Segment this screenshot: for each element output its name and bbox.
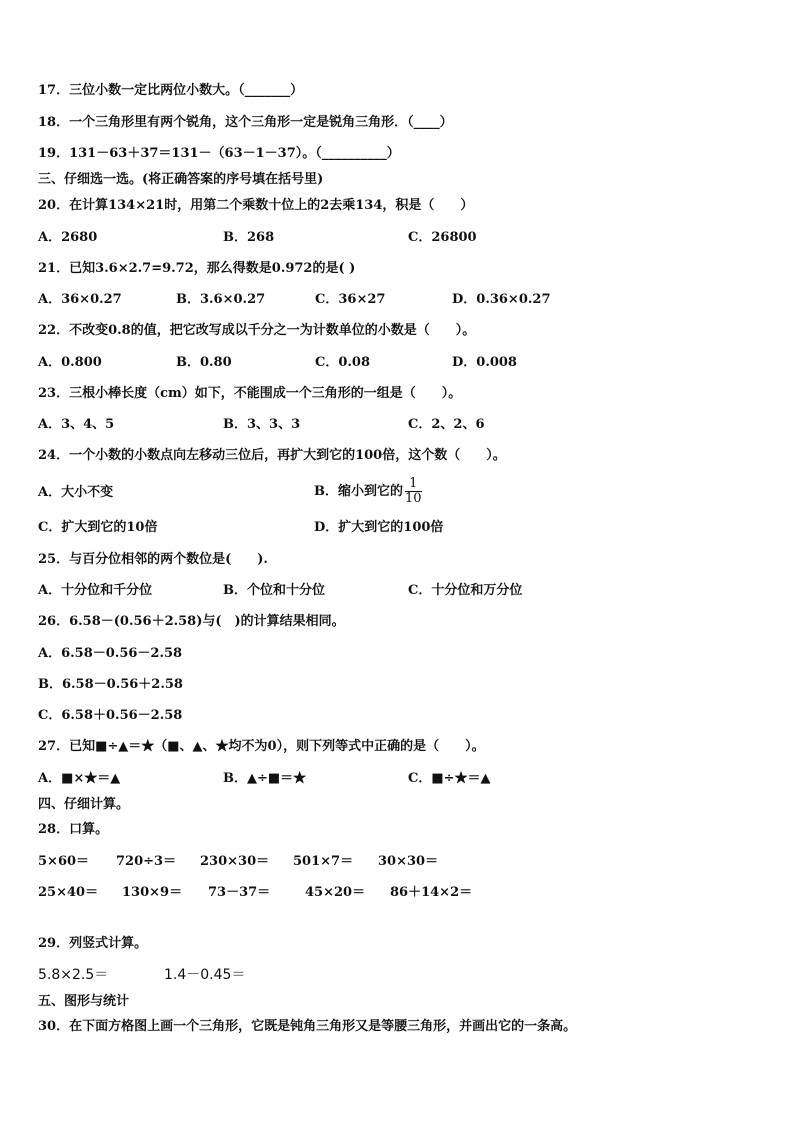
mental-math-row-1 [38, 854, 758, 870]
option-b: B．0.80 [176, 355, 232, 370]
question-24-options-cd [38, 520, 758, 536]
option-a: A．大小不变 [38, 485, 114, 500]
vertical-calc-item: 5.8×2.5＝ [38, 967, 109, 983]
question-25-options [38, 583, 758, 599]
mental-math-item: 86＋14×2＝ [390, 885, 473, 900]
question-27-options [38, 771, 758, 787]
option-c: C．扩大到它的10倍 [38, 520, 158, 535]
option-d: D．0.008 [452, 355, 517, 370]
option-b: B．3、3、3 [223, 417, 301, 432]
option-a: A．36×0.27 [38, 292, 122, 307]
question-22-options [38, 355, 758, 371]
question-25-stem: 25．与百分位相邻的两个数位是( ). [38, 552, 268, 567]
option-a: A．0.800 [38, 355, 102, 370]
option-c: C．36×27 [315, 292, 386, 307]
question-18: 18．一个三角形里有两个锐角，这个三角形一定是锐角三角形．（____） [38, 115, 453, 130]
question-22-stem: 22．不改变0.8的值，把它改写成以千分之一为计数单位的小数是（ ）。 [38, 323, 476, 338]
mental-math-item: 5×60＝ [38, 854, 90, 869]
mental-math-item: 230×30＝ [200, 854, 270, 869]
fraction-denominator: 10 [405, 491, 422, 506]
question-28-title: 28．口算。 [38, 822, 109, 837]
mental-math-item: 25×40＝ [38, 885, 99, 900]
question-30: 30．在下面方格图上画一个三角形，它既是钝角三角形又是等腰三角形，并画出它的一条高。 [38, 1019, 577, 1034]
option-a: A．2680 [38, 230, 98, 245]
question-26-option-b: B．6.58－0.56＋2.58 [38, 677, 183, 692]
fraction-numerator: 1 [405, 477, 422, 492]
option-b [314, 477, 422, 506]
mental-math-item: 720÷3＝ [116, 854, 177, 869]
question-17: 17．三位小数一定比两位小数大。（_______） [38, 83, 304, 98]
question-26-option-a: A．6.58－0.56－2.58 [38, 646, 183, 661]
option-a: A．3、4、5 [38, 417, 115, 432]
option-b: B．3.6×0.27 [176, 292, 266, 307]
mental-math-item: 45×20＝ [305, 885, 366, 900]
option-a: A．■×★＝▲ [38, 771, 121, 786]
vertical-calc-item: 1.4－0.45＝ [164, 967, 246, 983]
question-23-stem: 23．三根小棒长度（cm）如下，不能围成一个三角形的一组是（ ）。 [38, 386, 462, 401]
option-b-text: B．缩小到它的 [314, 484, 403, 499]
question-23-options [38, 417, 758, 433]
mental-math-row-2 [38, 885, 758, 901]
question-20-options [38, 230, 758, 246]
option-b: B．268 [223, 230, 275, 245]
question-20-stem: 20．在计算134×21时，用第二个乘数十位上的2去乘134，积是（ ） [38, 198, 474, 213]
mental-math-item: 130×9＝ [122, 885, 183, 900]
question-24-stem: 24．一个小数的小数点向左移动三位后，再扩大到它的100倍，这个数（ ）。 [38, 448, 506, 463]
option-c: C．■÷★＝▲ [408, 771, 491, 786]
section-5-heading: 五、图形与统计 [38, 994, 130, 1009]
option-c: C．26800 [408, 230, 477, 245]
option-b: B．▲÷■＝★ [223, 771, 307, 786]
question-26-stem: 26．6.58－(0.56＋2.58)与( )的计算结果相同。 [38, 614, 345, 629]
mental-math-item: 501×7＝ [293, 854, 354, 869]
section-4-heading: 四、仔细计算。 [38, 797, 130, 812]
question-24-options-ab [38, 476, 758, 513]
option-d: D．0.36×0.27 [452, 292, 551, 307]
question-27-stem: 27．已知■÷▲＝★（■、▲、★均不为0），则下列等式中正确的是（ ）。 [38, 739, 485, 754]
option-c: C．十分位和万分位 [408, 583, 523, 598]
mental-math-item: 30×30＝ [378, 854, 439, 869]
vertical-calc-row [38, 967, 758, 985]
option-b: B．个位和十分位 [223, 583, 325, 598]
option-a: A．十分位和千分位 [38, 583, 153, 598]
section-3-heading: 三、仔细选一选。(将正确答案的序号填在括号里) [38, 172, 324, 187]
question-29-title: 29．列竖式计算。 [38, 936, 148, 951]
question-19: 19．131－63＋37＝131－（63－1－37）。（__________） [38, 146, 400, 161]
option-d: D．扩大到它的100倍 [314, 520, 444, 535]
question-21-options [38, 292, 758, 308]
mental-math-item: 73－37＝ [208, 885, 271, 900]
fraction [405, 477, 422, 506]
option-c: C．0.08 [315, 355, 371, 370]
question-26-option-c: C．6.58＋0.56－2.58 [38, 708, 183, 723]
question-21-stem: 21．已知3.6×2.7=9.72，那么得数是0.972的是( ) [38, 261, 356, 276]
option-c: C．2、2、6 [408, 417, 485, 432]
